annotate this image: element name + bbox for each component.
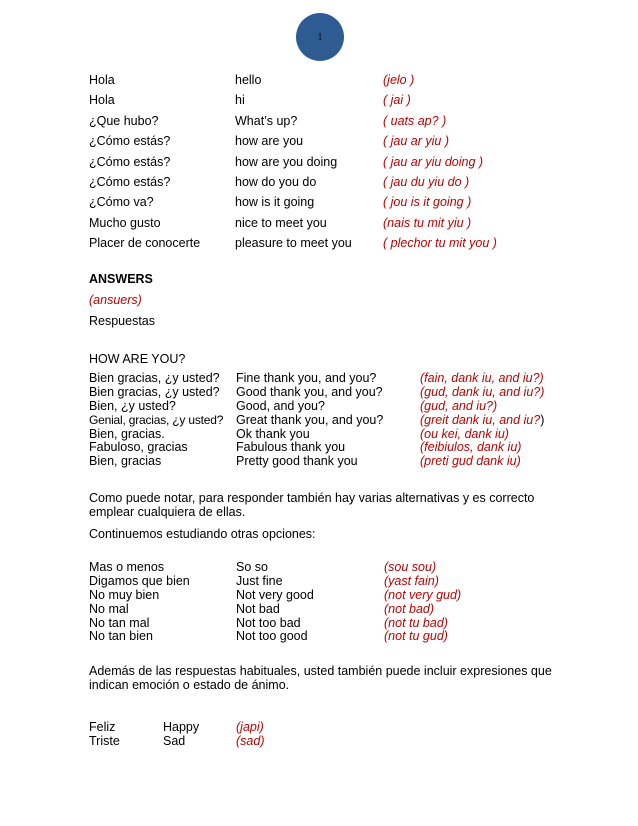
pronunciation-text: (gud, and iu?) (420, 398, 498, 413)
spanish-text: Triste (89, 733, 120, 748)
english-text: Pretty good thank you (236, 454, 358, 469)
pronunciation-text: (fain, dank iu, and iu?) (420, 371, 544, 385)
pronunciation-text: (ou kei, dank iu) (420, 426, 509, 441)
spanish-text: Mas o menos (89, 560, 165, 574)
english-text: Ok thank you (236, 426, 310, 441)
spanish-text: Mucho gusto (89, 215, 161, 230)
english-text: pleasure to meet you (235, 236, 352, 251)
english-text: nice to meet you (235, 215, 327, 230)
answers-heading: ANSWERS (89, 272, 153, 286)
spanish-text: Bien, ¿y usted? (89, 398, 176, 413)
note-line: Continuemos estudiando otras opciones: (89, 527, 316, 541)
english-text: Sad (163, 733, 186, 748)
pronunciation-text: (jelo ) (383, 73, 415, 87)
pronunciation-text: (not very gud) (384, 587, 462, 602)
spanish-text: Feliz (89, 720, 116, 734)
spanish-text: Bien gracias, ¿y usted? (89, 384, 220, 399)
pronunciation-text: ( jou is it going ) (383, 195, 472, 210)
english-text: how are you (235, 134, 304, 149)
spanish-text: Bien, gracias (89, 454, 162, 469)
spanish-text: Hola (89, 73, 115, 87)
closing-paren: ) (540, 412, 545, 427)
english-text: Happy (163, 720, 200, 734)
pronunciation-text: (nais tu mit yiu ) (383, 215, 472, 230)
note-paragraph: Como puede notar, para responder también hay varias alternativas y es correcto emplear cualquiera de ellas. (89, 491, 535, 519)
english-text: Not too good (236, 629, 308, 644)
note-paragraph: Además de las respuestas habituales, usted también puede incluir expresiones que indican emoción o estado de ánimo. (89, 664, 552, 692)
english-text: Great thank you, and you? (236, 412, 384, 427)
pronunciation-text: (japi) (236, 720, 264, 734)
english-text: Not very good (236, 587, 314, 602)
spanish-text: No mal (89, 601, 129, 616)
english-text: So so (236, 560, 268, 574)
spanish-text: No tan bien (89, 629, 153, 644)
page-number-badge (296, 13, 344, 61)
pronunciation-text: (feibiulos, dank iu) (420, 440, 522, 455)
spanish-text: Hola (89, 93, 115, 108)
pronunciation-text: (yast fain) (384, 573, 439, 588)
spanish-text: ¿Cómo estás? (89, 154, 171, 169)
english-text: how is it going (235, 195, 315, 210)
english-text: hello (235, 73, 262, 87)
english-text: Good, and you? (236, 398, 325, 413)
spanish-text: Bien, gracias. (89, 426, 165, 441)
spanish-text: No muy bien (89, 587, 160, 602)
english-text: Just fine (236, 573, 283, 588)
pronunciation-text: ( uats ap? ) (383, 113, 447, 128)
english-text: What’s up? (235, 113, 298, 128)
english-text: Good thank you, and you? (236, 384, 383, 399)
pronunciation-text: (sou sou) (384, 560, 437, 574)
spanish-text: ¿Cómo estás? (89, 174, 171, 189)
page-number: 1 (317, 31, 323, 43)
english-text: Fabulous thank you (236, 440, 346, 455)
spanish-text: Placer de conocerte (89, 236, 201, 251)
spanish-text: Digamos que bien (89, 573, 190, 588)
english-text: hi (235, 93, 245, 108)
spanish-text: Genial, gracias, ¿y usted? (89, 412, 224, 427)
pronunciation-text: ( jau du yiu do ) (383, 174, 470, 189)
english-text: Not too bad (236, 615, 301, 630)
pronunciation-text: (not tu gud) (384, 629, 448, 644)
pronunciation-text: (not tu bad) (384, 615, 448, 630)
answers-pronunciation: (ansuers) (89, 293, 142, 307)
english-text: Fine thank you, and you? (236, 371, 377, 385)
english-text: how do you do (235, 174, 317, 189)
spanish-text: Bien gracias, ¿y usted? (89, 371, 220, 385)
pronunciation-text: (preti gud dank iu) (420, 454, 521, 469)
english-text: how are you doing (235, 154, 338, 169)
pronunciation-text: (not bad) (384, 601, 435, 616)
pronunciation-text: ( jau ar yiu doing ) (383, 154, 484, 169)
pronunciation-text: ( jai ) (383, 93, 411, 108)
pronunciation-text: ( plechor tu mit you ) (383, 236, 497, 251)
spanish-text: ¿Cómo estás? (89, 134, 171, 149)
how-are-you-heading: HOW ARE YOU? (89, 352, 186, 366)
pronunciation-text: (greit dank iu, and iu? (420, 412, 541, 427)
pronunciation-text: (gud, dank iu, and iu?) (420, 384, 545, 399)
spanish-text: ¿Que hubo? (89, 113, 159, 128)
spanish-text: ¿Cómo va? (89, 195, 154, 210)
answers-translation: Respuestas (89, 314, 156, 328)
pronunciation-text: (sad) (236, 733, 265, 748)
spanish-text: No tan mal (89, 615, 150, 630)
english-text: Not bad (236, 601, 280, 616)
pronunciation-text: ( jau ar yiu ) (383, 134, 449, 149)
spanish-text: Fabuloso, gracias (89, 440, 188, 455)
